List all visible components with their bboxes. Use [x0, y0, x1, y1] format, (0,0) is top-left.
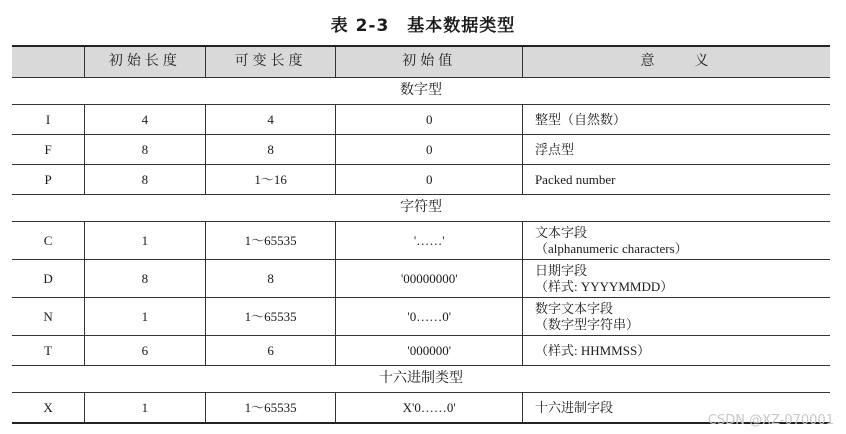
variable-length-cell: 1～65535 [205, 393, 336, 424]
meaning-cell [522, 105, 830, 135]
meaning-line: 数字文本字段 [534, 300, 613, 316]
data-types-table [12, 45, 830, 424]
meaning-cell [522, 165, 830, 195]
table-row [12, 135, 830, 165]
table-row [12, 105, 830, 135]
header-type [12, 46, 85, 78]
meaning-line: （样式: YYYYMMDD） [534, 278, 674, 294]
initial-length-cell: 1 [85, 222, 206, 260]
watermark: CSDN @XZ-070001 [707, 413, 834, 428]
type-cell: N [12, 298, 85, 336]
table-row [12, 222, 830, 260]
meaning-cell [522, 135, 830, 165]
meaning-line: （数字型字符串） [534, 316, 639, 332]
variable-length-cell: 8 [205, 260, 336, 298]
variable-length-cell: 1～16 [205, 165, 336, 195]
table-body [12, 78, 830, 424]
initial-value-cell: '00000000' [336, 260, 522, 298]
meaning-cell [522, 260, 830, 298]
meaning-line: 整型（自然数） [534, 111, 626, 127]
type-cell: P [12, 165, 85, 195]
header-row [12, 46, 830, 78]
table-row [12, 165, 830, 195]
initial-value-cell: 0 [336, 135, 522, 165]
initial-value-cell: 0 [336, 105, 522, 135]
header-initial-length: 初始长度 [85, 46, 206, 78]
initial-length-cell: 8 [85, 135, 206, 165]
type-cell: D [12, 260, 85, 298]
group-header-row [12, 78, 830, 105]
header-meaning: 意 义 [522, 46, 830, 78]
initial-value-cell: 0 [336, 165, 522, 195]
variable-length-cell: 1～65535 [205, 222, 336, 260]
type-cell: T [12, 336, 85, 366]
variable-length-cell: 4 [205, 105, 336, 135]
meaning-line: （样式: HHMMSS） [534, 342, 651, 358]
header-initial-value: 初始值 [336, 46, 522, 78]
meaning-line: 浮点型 [534, 141, 574, 157]
group-header-row [12, 366, 830, 393]
meaning-line: 十六进制字段 [534, 399, 613, 415]
initial-value-cell: '0……0' [336, 298, 522, 336]
table-title: 表 2-3 基本数据类型 [330, 16, 516, 36]
variable-length-cell: 6 [205, 336, 336, 366]
meaning-cell [522, 336, 830, 366]
initial-length-cell: 4 [85, 105, 206, 135]
group-label: 数字型 [12, 78, 830, 105]
type-cell: X [12, 393, 85, 424]
initial-length-cell: 1 [85, 298, 206, 336]
meaning-line: 日期字段 [534, 262, 587, 278]
group-label: 十六进制类型 [12, 366, 830, 393]
table-row [12, 336, 830, 366]
group-label: 字符型 [12, 195, 830, 222]
header-variable-length: 可变长度 [205, 46, 336, 78]
table-row [12, 260, 830, 298]
variable-length-cell: 1～65535 [205, 298, 336, 336]
meaning-line: Packed number [534, 171, 616, 187]
initial-value-cell: '……' [336, 222, 522, 260]
meaning-line: 文本字段 [534, 224, 587, 240]
type-cell: C [12, 222, 85, 260]
initial-length-cell: 8 [85, 260, 206, 298]
initial-length-cell: 1 [85, 393, 206, 424]
initial-length-cell: 6 [85, 336, 206, 366]
initial-value-cell: X'0……0' [336, 393, 522, 424]
initial-value-cell: '000000' [336, 336, 522, 366]
type-cell: I [12, 105, 85, 135]
variable-length-cell: 8 [205, 135, 336, 165]
meaning-cell [522, 222, 830, 260]
type-cell: F [12, 135, 85, 165]
meaning-cell [522, 298, 830, 336]
group-header-row [12, 195, 830, 222]
initial-length-cell: 8 [85, 165, 206, 195]
table-row [12, 298, 830, 336]
meaning-line: （alphanumeric characters） [534, 240, 688, 256]
